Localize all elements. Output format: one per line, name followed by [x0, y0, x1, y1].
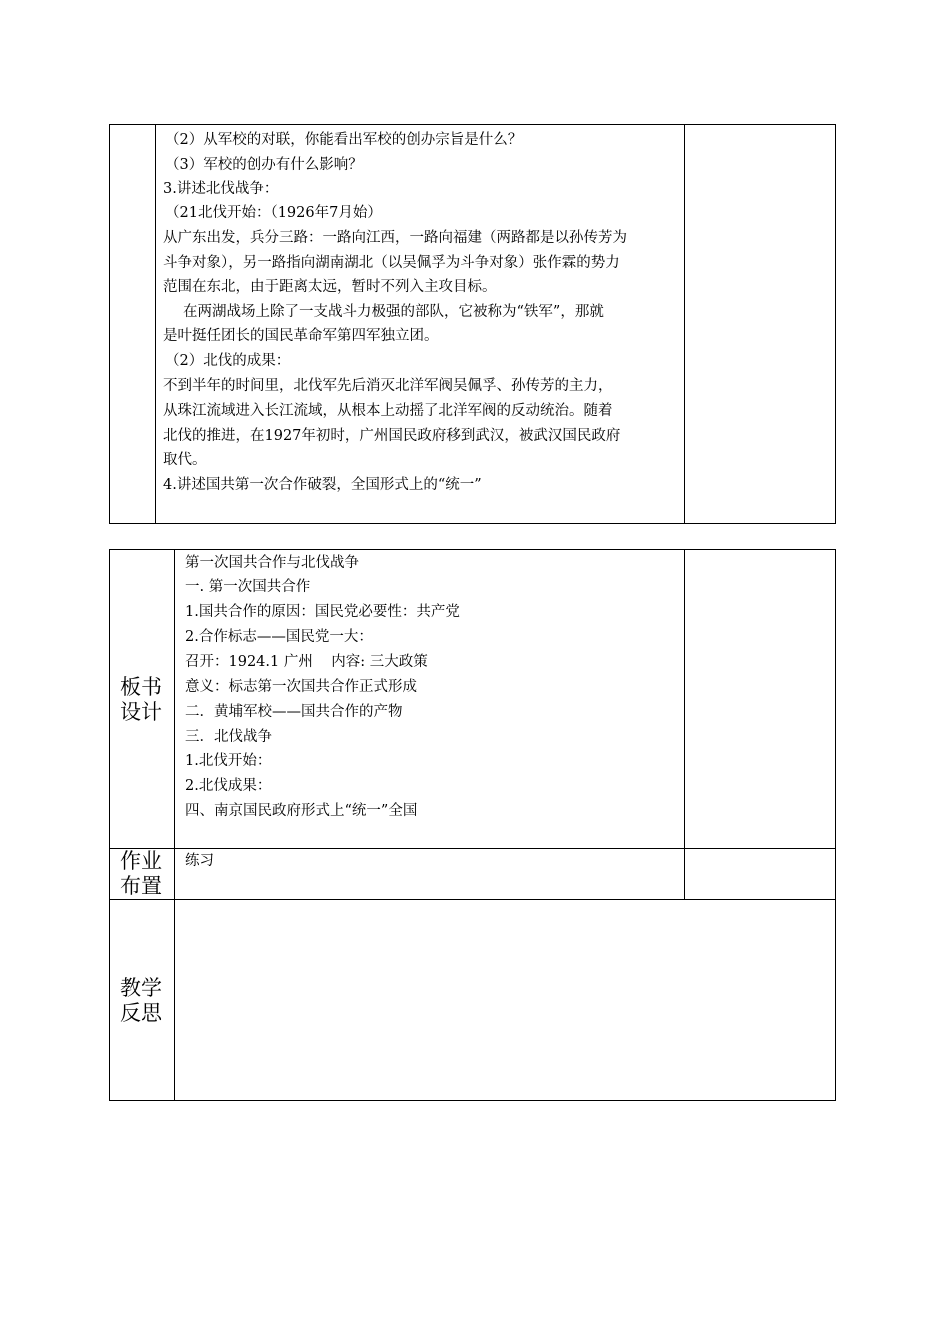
text-line: 范围在东北，由于距离太远，暂时不列入主攻目标。 [163, 279, 497, 295]
row-divider [110, 899, 835, 900]
table-divider [174, 550, 175, 1100]
board-line: 1.国共合作的原因：国民党必要性：共产党 [185, 604, 460, 620]
reflection-label: 教学 [120, 976, 162, 1000]
row-divider [110, 848, 835, 849]
board-line: 意义：标志第一次国共合作正式形成 [185, 679, 417, 695]
text-line: 是叶挺任团长的国民革命军第四军独立团。 [163, 328, 439, 344]
homework-label: 作业 [120, 849, 162, 873]
board-line: 四、南京国民政府形式上“统一”全国 [185, 803, 418, 819]
board-line: 2.合作标志——国民党一大： [185, 629, 373, 645]
table-divider [155, 125, 156, 523]
text-line: 在两湖战场上除了一支战斗力极强的部队，它被称为“铁军”，那就 [183, 304, 604, 320]
text-line: （2）从军校的对联，你能看出军校的创办宗旨是什么？ [165, 132, 523, 148]
text-line: 取代。 [163, 452, 207, 468]
board-design-label: 设计 [120, 700, 162, 724]
board-line: 召开：1924.1 广州 内容: 三大政策 [185, 654, 428, 670]
reflection-label: 反思 [120, 1001, 162, 1025]
text-line: 斗争对象），另一路指向湖南湖北（以吴佩孚为斗争对象）张作霖的势力 [163, 255, 620, 271]
board-line: 一. 第一次国共合作 [185, 579, 311, 595]
text-line: 4.讲述国共第一次合作破裂，全国形式上的“统一” [163, 477, 482, 493]
summary-table [109, 549, 836, 1101]
text-line: 北伐的推进，在1927年初时，广州国民政府移到武汉，被武汉国民政府 [163, 428, 621, 444]
board-line: 1.北伐开始： [185, 753, 272, 769]
table-divider [684, 550, 685, 899]
lesson-process-table [109, 124, 836, 524]
board-line: 二．黄埔军校——国共合作的产物 [185, 704, 403, 720]
text-line: （2）北伐的成果： [165, 353, 291, 369]
board-design-label: 板书 [120, 675, 162, 699]
board-line: 三．北伐战争 [185, 729, 272, 745]
text-line: （3）军校的创办有什么影响？ [165, 157, 363, 173]
text-line: 从珠江流域进入长江流域，从根本上动摇了北洋军阀的反动统治。随着 [163, 403, 613, 419]
homework-content: 练习 [185, 853, 214, 869]
board-line: 2.北伐成果： [185, 778, 272, 794]
text-line: 3.讲述北伐战争： [163, 181, 279, 197]
text-line: 不到半年的时间里，北伐军先后消灭北洋军阀吴佩孚、孙传芳的主力， [163, 378, 613, 394]
text-line: 从广东出发，兵分三路：一路向江西，一路向福建（两路都是以孙传芳为 [163, 230, 627, 246]
homework-label: 布置 [120, 874, 162, 898]
board-title: 第一次国共合作与北伐战争 [185, 555, 359, 571]
table-divider [684, 125, 685, 523]
text-line: （21北伐开始：（1926年7月始） [165, 205, 382, 221]
